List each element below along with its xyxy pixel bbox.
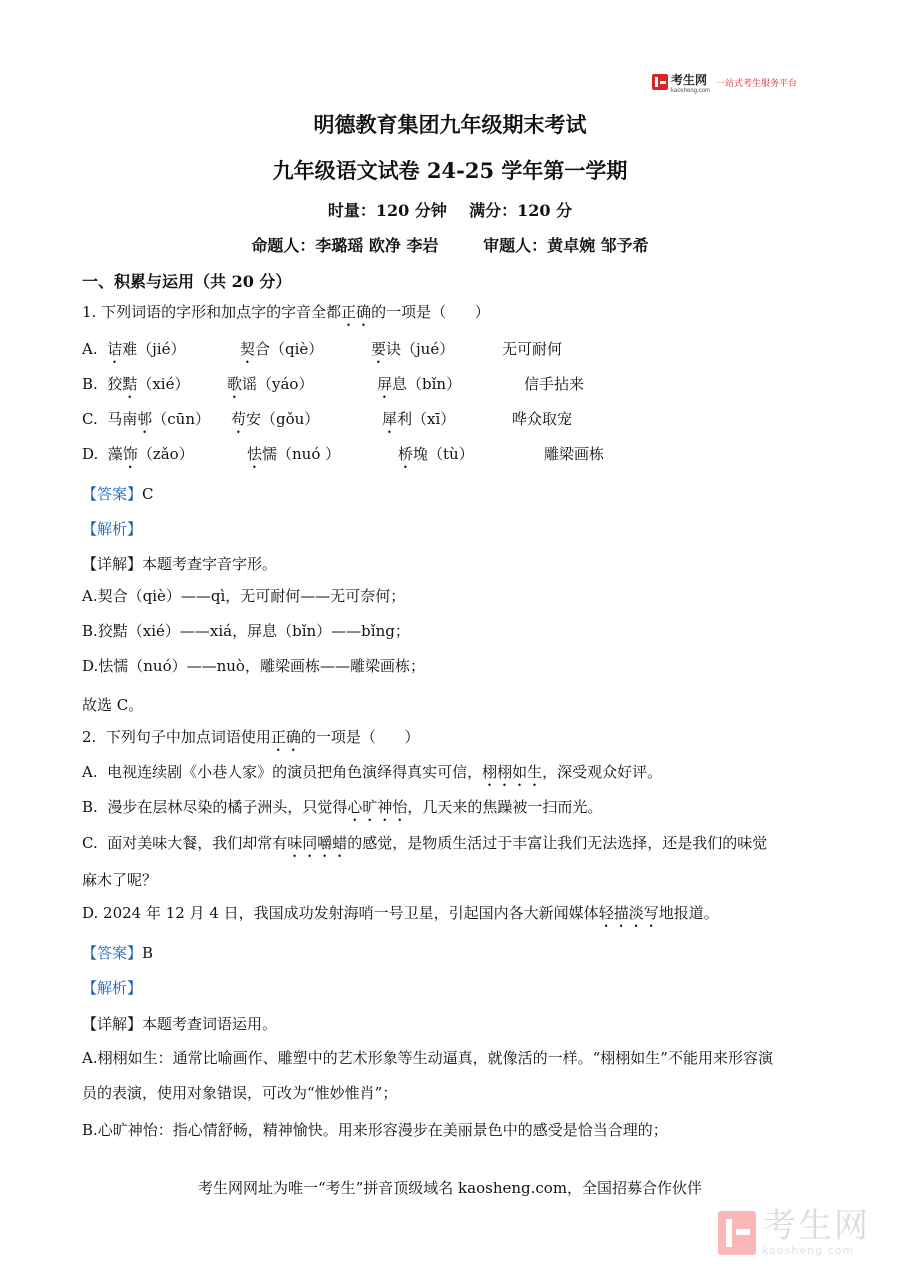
q1-detail: 【详解】本题考查字音字形。	[82, 555, 278, 573]
watermark-text	[762, 1208, 870, 1257]
header-logo	[652, 72, 797, 92]
q1-answer: 【答案】C	[82, 485, 154, 503]
logo-text	[671, 69, 710, 95]
q1-option-b-2: 歌谣（yáo）	[227, 375, 314, 393]
q1-analysis-line-2: B.狡黠（xié）——xiá，屏息（bǐn）——bǐng；	[82, 622, 410, 640]
q1-option-b: B. 狡黠（xié）	[82, 375, 190, 393]
q1-stem: 1. 下列词语的字形和加点字的字音全都正确的一项是（ ）	[82, 303, 490, 321]
logo-slogan: 一站式考生服务平台	[716, 77, 798, 88]
logo-url: kaosheng.com	[671, 88, 711, 94]
watermark-logo-icon	[718, 1211, 756, 1255]
q1-option-a-4: 无可耐何	[502, 340, 563, 358]
q1-analysis-line-1: A.契合（qiè）——qì，无可耐何——无可奈何；	[82, 587, 406, 605]
paper-title: 九年级语文试卷 24-25 学年第一学期	[272, 158, 628, 183]
q1-option-a-3: 要诀（jué）	[371, 340, 455, 358]
section-title: 一、积累与运用（共 20 分）	[82, 272, 292, 291]
q1-option-c-2: 苟安（gǒu）	[231, 410, 320, 428]
q2-analysis-line-1: A.栩栩如生：通常比喻画作、雕塑中的艺术形象等生动逼真，就像活的一样。“栩栩如生”不能用来形容演	[82, 1049, 773, 1067]
logo-name: 考生网	[671, 73, 708, 87]
q2-analysis-label: 【解析】	[82, 979, 143, 997]
q2-option-b: B. 漫步在层林尽染的橘子洲头，只觉得心旷神怡，几天来的焦躁被一扫而光。	[82, 798, 603, 816]
q1-option-b-3: 屏息（bǐn）	[377, 375, 462, 393]
kaosheng-watermark	[718, 1208, 870, 1257]
authors: 命题人：李璐瑶 欧净 李岩 审题人：黄卓婉 邹予希	[251, 236, 649, 255]
q2-option-d: D. 2024 年 12 月 4 日，我国成功发射海哨一号卫星，引起国内各大新闻媒体轻描淡写地报道。	[82, 904, 719, 922]
q2-answer: 【答案】B	[82, 944, 154, 962]
q1-analysis-line-3: D.怯懦（nuó）——nuò，雕梁画栋——雕梁画栋；	[82, 657, 425, 675]
q1-option-a-2: 契合（qiè）	[240, 340, 324, 358]
q1-option-b-4: 信手拈来	[524, 375, 585, 393]
q2-option-c-cont: 麻木了呢？	[82, 871, 158, 889]
watermark-name: 考生网	[762, 1206, 870, 1246]
time-and-score: 时量：120 分钟 满分：120 分	[327, 201, 573, 220]
q1-option-a: A. 诘难（jié）	[82, 340, 186, 358]
q2-option-a: A. 电视连续剧《小巷人家》的演员把角色演绎得真实可信，栩栩如生，深受观众好评。	[82, 763, 663, 781]
q1-conclusion: 故选 C。	[82, 696, 144, 714]
exam-title: 明德教育集团九年级期末考试	[313, 112, 587, 137]
q1-analysis-label: 【解析】	[82, 520, 143, 538]
q2-option-c: C. 面对美味大餐，我们却常有味同嚼蜡的感觉，是物质生活过于丰富让我们无法选择，还是我们的味觉	[82, 834, 768, 852]
q2-stem: 2. 下列句子中加点词语使用正确的一项是（ ）	[82, 728, 420, 746]
q1-option-c-4: 哗众取宠	[512, 410, 573, 428]
q2-analysis-line-3: B.心旷神怡：指心情舒畅，精神愉快。用来形容漫步在美丽景色中的感受是恰当合理的；	[82, 1121, 668, 1139]
q1-option-d-4: 雕梁画栋	[544, 445, 605, 463]
footer-text: 考生网网址为唯一“考生”拼音顶级域名 kaosheng.com，全国招募合作伙伴	[197, 1179, 703, 1197]
q1-option-c-3: 犀利（xī）	[382, 410, 456, 428]
q2-analysis-line-2: 员的表演，使用对象错误，可改为“惟妙惟肖”；	[82, 1084, 398, 1102]
kaosheng-logo-icon	[652, 74, 668, 90]
q1-option-d-3: 桥堍（tù）	[398, 445, 474, 463]
q1-option-d-2: 怯懦（nuó ）	[247, 445, 341, 463]
q1-option-d: D. 藻饰（zǎo）	[82, 445, 194, 463]
q1-option-c: C. 马南邨（cūn）	[82, 410, 210, 428]
q2-detail: 【详解】本题考查词语运用。	[82, 1015, 278, 1033]
watermark-url: kaosheng.com	[762, 1244, 855, 1257]
